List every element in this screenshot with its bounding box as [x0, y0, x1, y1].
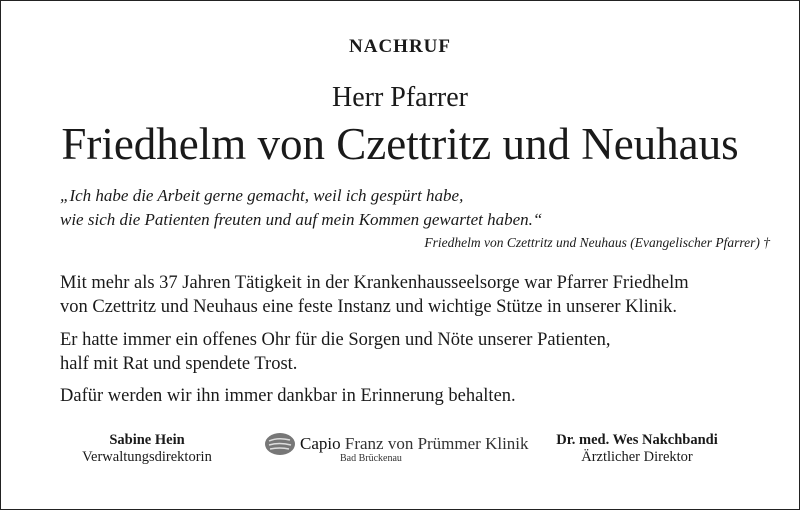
signature-left	[37, 432, 257, 466]
heading-label: NACHRUF	[349, 36, 451, 57]
hands-logo-icon	[264, 432, 296, 456]
signature-name: Sabine Hein	[109, 432, 185, 448]
deceased-name: Friedhelm von Czettritz und Neuhaus	[61, 119, 739, 169]
title: Herr Pfarrer	[331, 82, 469, 113]
signature-right	[527, 432, 747, 466]
body-line: Dafür werden wir ihn immer dankbar in Erinnerung behalten.	[60, 386, 516, 406]
body-line: Er hatte immer ein offenes Ohr für die Sorgen und Nöte unserer Patienten,	[60, 330, 611, 350]
body-line: von Czettritz und Neuhaus eine feste Instanz und wichtige Stütze in unserer Klinik.	[60, 297, 678, 317]
logo-brand: Capio	[300, 434, 341, 453]
quote-line: „Ich habe die Arbeit gerne gemacht, weil ich gespürt habe,	[60, 186, 464, 205]
body-line: Mit mehr als 37 Jahren Tätigkeit in der Krankenhausseelsorge war Pfarrer Friedhelm	[60, 273, 689, 293]
signature-role: Ärztlicher Direktor	[581, 449, 693, 465]
quote-line: wie sich die Patienten freuten und auf mein Kommen gewartet haben.“	[60, 210, 543, 229]
body-line: half mit Rat und spendete Trost.	[60, 354, 298, 374]
logo-location: Bad Brückenau	[340, 453, 402, 464]
quote-attribution: Friedhelm von Czettritz und Neuhaus (Evangelischer Pfarrer) †	[424, 235, 770, 250]
signature-role: Verwaltungsdirektorin	[82, 449, 212, 465]
logo-clinic: Franz von Prümmer Klinik	[344, 434, 529, 453]
signature-name: Dr. med. Wes Nakchbandi	[556, 432, 718, 448]
